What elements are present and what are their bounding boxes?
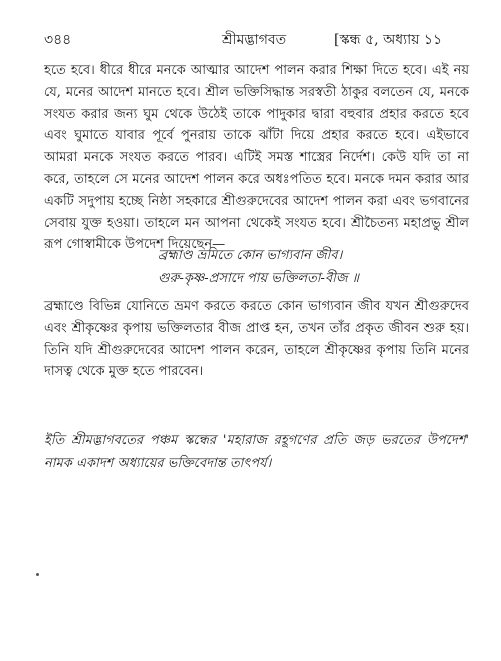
quoted-verse <box>158 244 359 290</box>
chapter-reference: [স্কন্ধ ৫, অধ্যায় ১১ <box>334 32 443 48</box>
scan-speck <box>36 573 39 576</box>
book-title: শ্রীমদ্ভাগবত <box>222 32 287 48</box>
chapter-colophon: ইতি শ্রীমদ্ভাগবতের পঞ্চম স্কন্ধের 'মহারাজ রহূগণের প্রতি জড় ভরতের উপদেশ' নামক একাদশ অধ্যায়ের ভক্তিবেদান্ত তাৎপর্য। <box>44 433 469 471</box>
verse-line-2: গুরু-কৃষ্ণ-প্রসাদে পায় ভক্তিলতা-বীজ ॥ <box>158 271 360 286</box>
purport-paragraph-2: ব্রহ্মাণ্ডে বিভিন্ন যোনিতে ভ্রমণ করতে করতে কোন ভাগ্যবান জীব যখন শ্রীগুরুদেব এবং শ্রীকৃষ্ণের কৃপায় ভক্তিলতার বীজ প্রাপ্ত হন, তখন তাঁর প্রকৃত জীবন শুরু হয়। তিনি যদি শ্রীগুরুদেবের আদেশ পালন করেন, তাহলে শ্রীকৃষ্ণের কৃপায় তিনি মনের দাসত্ব থেকে মুক্ত হতে পারবেন। <box>44 299 469 380</box>
verse-line-1: ব্রহ্মাণ্ড ভ্রমিতে কোন ভাগ্যবান জীব। <box>158 248 343 263</box>
purport-paragraph-1: হতে হবে। ধীরে ধীরে মনকে আত্মার আদেশ পালন করার শিক্ষা দিতে হবে। এই নয় যে, মনের আদেশ মানতে হবে। শ্রীল ভক্তিসিদ্ধান্ত সরস্বতী ঠাকুর বলতেন যে, মনকে সংযত করার জন্য ঘুম থেকে উঠেই তাকে পাদুকার দ্বারা বহুবার প্রহার করতে হবে এবং ঘুমাতে যাবার পূর্বে পুনরায় তাকে ঝাঁটা দিয়ে প্রহার করতে হবে। এইভাবে আমরা মনকে সংযত করতে পারব। এটিই সমস্ত শাস্ত্রের নির্দেশ। কেউ যদি তা না করে, তাহলে সে মনের আদেশ পালন করে অধঃপতিত হবে। মনকে দমন করার আর একটি সদুপায় হচ্ছে নিষ্ঠা সহকারে শ্রীগুরুদেবের আদেশ পালন করা এবং ভগবানের সেবায় যুক্ত হওয়া। তাহলে মন আপনা থেকেই সংযত হবে। শ্রীচৈতন্য মহাপ্রভু শ্রীল রূপ গোস্বামীকে উপদেশ দিয়েছেন— <box>44 63 469 253</box>
running-header <box>0 26 501 50</box>
page-number: ৩৪৪ <box>44 32 72 48</box>
